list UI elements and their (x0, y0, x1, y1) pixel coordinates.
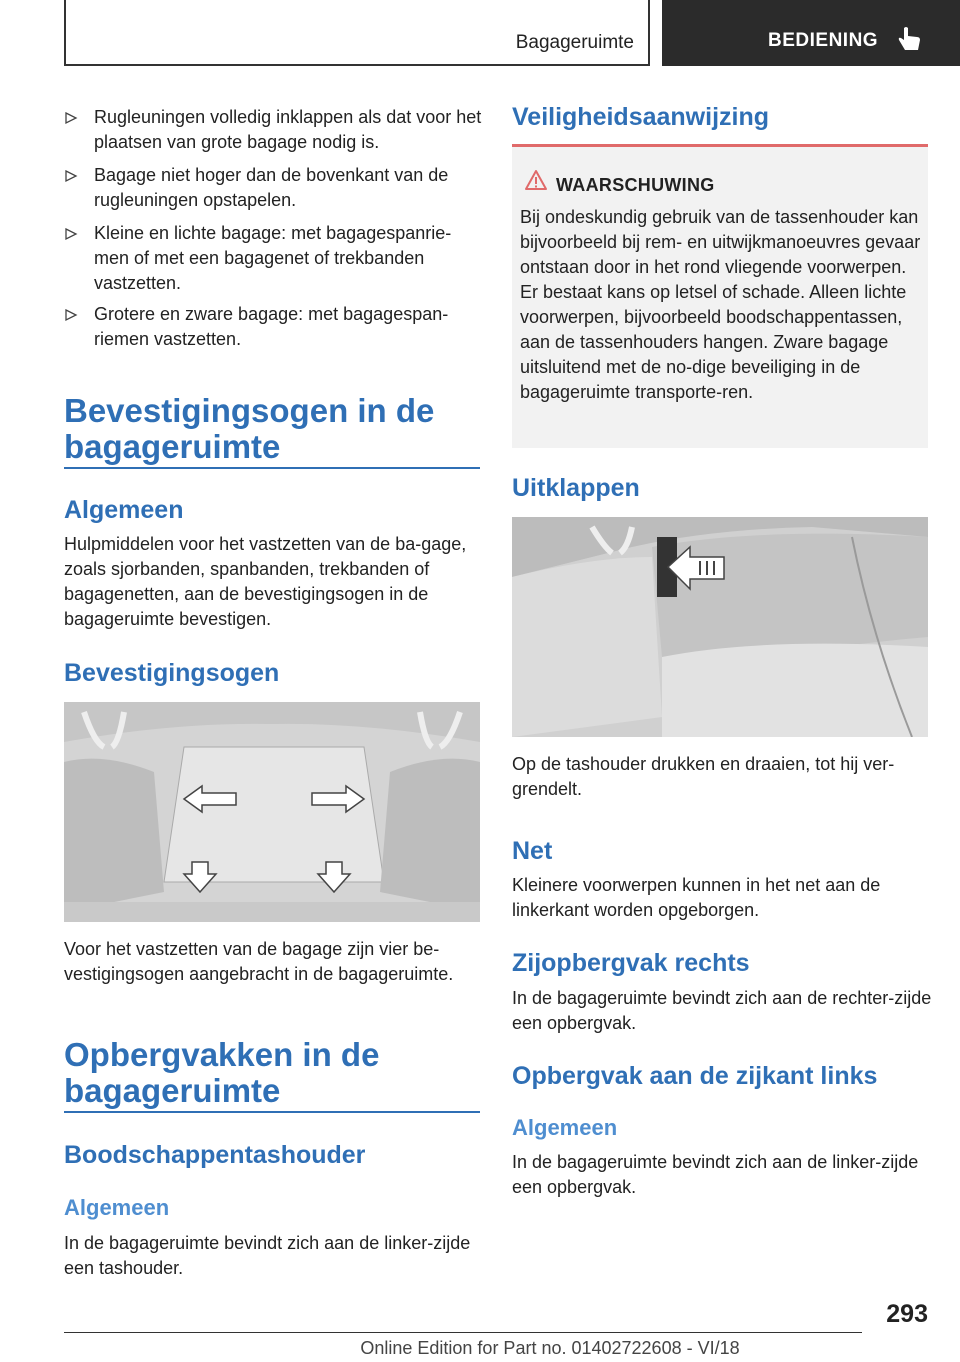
warning-text: Bij ondeskundig gebruik van de tassenhouder kan bijvoorbeeld bij rem- en uitwijkmanoeuvres gevaar ontstaan door in het rond vliegende voorwerpen. Er bestaat kans op letsel of schade. Alleen lichte voorwerpen, bijvoorbeeld boodschappentassen, aan de tassenhouders hangen. Zware bagage uitsluitend met de no-dige beveiliging in de bagageruimte transporte-ren. (520, 207, 921, 402)
side-right-heading: Zijopbergvak rechts (512, 949, 750, 977)
subheading-holder: Boodschappentashouder (64, 1141, 366, 1169)
bullet-triangle-icon (64, 221, 80, 246)
safety-heading: Veiligheidsaanwijzing (512, 103, 770, 131)
section2-title-line2: bagageruimte (64, 1072, 281, 1109)
section2-title-line1: Opbergvakken in de (64, 1036, 380, 1073)
side-right-paragraph: In de bagageruimte bevindt zich aan de rechter-zijde een opbergvak. (512, 988, 932, 1033)
footer-edition (0, 1338, 960, 1359)
subheading-general: Algemeen (64, 496, 184, 524)
bullet-triangle-icon (64, 163, 80, 188)
trunk-drawing (64, 702, 480, 922)
page-number: 293 (886, 1300, 928, 1328)
subheading-eyes: Bevestigingsogen (64, 659, 280, 687)
side-left-general: Algemeen (512, 1115, 618, 1140)
pointing-hand-icon (896, 26, 922, 54)
net-heading: Net (512, 837, 553, 865)
section2-rule (64, 1111, 480, 1113)
bag-holder-illustration (512, 517, 928, 737)
bullet-text: Bagage niet hoger dan de bovenkant van de rugleuningen opstapelen. (94, 165, 449, 210)
bullet-triangle-icon (64, 105, 80, 130)
warning-box (512, 144, 928, 448)
side-left-paragraph: In de bagageruimte bevindt zich aan de linker-zijde een opbergvak. (512, 1152, 919, 1197)
eyes-caption: Voor het vastzetten van de bagage zijn vier be-vestigingsogen aangebracht in de bagageruimte. (64, 939, 454, 984)
warning-triangle-icon (524, 169, 548, 191)
section-title-line2: bagageruimte (64, 428, 281, 465)
bullet-text: Kleine en lichte bagage: met bagagespanrie-men of met een bagagenet of trekbanden vastzetten. (94, 223, 452, 293)
bullet-text: Grotere en zware bagage: met bagagespan-riemen vastzetten. (94, 304, 449, 349)
bullet-triangle-icon (64, 302, 80, 327)
bullet-text: Rugleuningen volledig inklappen als dat voor het plaatsen van grote bagage nodig is. (94, 107, 482, 152)
general-paragraph: Hulpmiddelen voor het vastzetten van de ba-gage, zoals sjorbanden, spanbanden, trekbanden of bagagenetten, aan de bevestigingsogen in de bagageruimte bevestigen. (64, 534, 467, 629)
fold-heading: Uitklappen (512, 474, 640, 502)
header-section-title: Bagageruimte (515, 32, 634, 53)
bag-holder-drawing (512, 517, 928, 737)
holder-paragraph: In de bagageruimte bevindt zich aan de linker-zijde een tashouder. (64, 1233, 471, 1278)
running-header-box (64, 0, 650, 66)
footer-rule (64, 1332, 862, 1333)
section-title-line1: Bevestigingsogen in de (64, 392, 435, 429)
chapter-title: BEDIENING (768, 30, 879, 51)
section-rule (64, 467, 480, 469)
fold-caption: Op de tashouder drukken en draaien, tot hij ver-grendelt. (512, 754, 895, 799)
trunk-illustration (64, 702, 480, 922)
chapter-tab (662, 0, 960, 66)
subheading-general-2: Algemeen (64, 1195, 170, 1220)
net-paragraph: Kleinere voorwerpen kunnen in het net aan de linkerkant worden opgeborgen. (512, 875, 881, 920)
footer-edition-text: Online Edition for Part no. 01402722608 - VI/18 (360, 1338, 740, 1358)
warning-title: WAARSCHUWING (556, 175, 715, 195)
side-left-heading: Opbergvak aan de zijkant links (512, 1062, 878, 1090)
